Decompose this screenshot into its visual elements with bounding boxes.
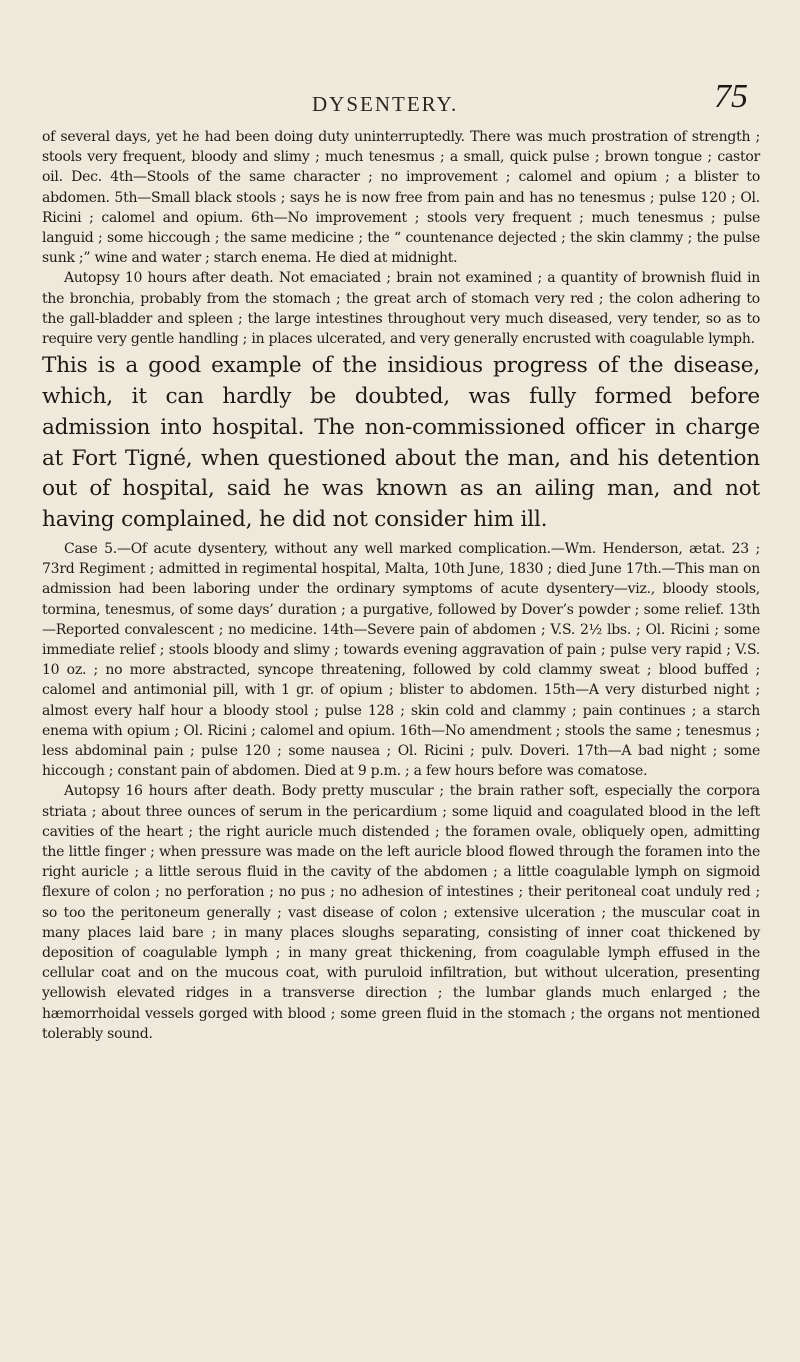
running-title: DYSENTERY.	[312, 92, 459, 116]
paragraph-autopsy-1: Autopsy 10 hours after death. Not emaciated ; brain not examined ; a quantity of brownish fluid in the bronchia, probably from the stomach ; the great arch of stomach very red ; the colon adhering to the gall-bladder and spleen ; the large intestines throughout very much diseased, very tender, so as to require very gentle handling ; in places ulcerated, and very generally encrusted with coagulable lymph.	[42, 270, 760, 348]
paragraph-commentary: This is a good example of the insidious progress of the disease, which, it can hardly be doubted, was fully formed before admission into hospital. The non-commissioned officer in charge at Fort Tigné, when questioned about the man, and his detention out of hospital, said he was known as an ailing man, and not having complained, he did not consider him ill.	[42, 353, 760, 533]
paragraph-case-continuation: of several days, yet he had been doing duty uninterruptedly. There was much prostration of strength ; stools very frequent, bloody and slimy ; much tenesmus ; a small, quick pulse ; brown tongue ; castor oil. Dec. 4th—Stools of the same character ; no improvement ; calomel and opium ; a blister to abdomen. 5th—Small black stools ; says he is now free from pain and has no tenesmus ; pulse 120 ; Ol. Ricini ; calomel and opium. 6th—No improvement ; stools very frequent ; much tenesmus ; pulse languid ; some hiccough ; the same medicine ; the “ countenance dejected ; the skin clammy ; the pulse sunk ;” wine and water ; starch enema. He died at midnight.	[42, 129, 760, 267]
body-text	[42, 127, 760, 1044]
running-head	[0, 78, 800, 126]
paragraph-case-5: Case 5.—Of acute dysentery, without any well marked complication.—Wm. Henderson, ætat. 23 ; 73rd Regiment ; admitted in regimental hospital, Malta, 10th June, 1830 ; died June 17th.—This man on admission had been laboring under the ordinary symptoms of acute dysentery—viz., bloody stools, tormina, tenesmus, of some days’ duration ; a purgative, followed by Dover’s powder ; some relief. 13th—Reported convalescent ; no medicine. 14th—Severe pain of abdomen ; V.S. 2½ lbs. ; Ol. Ricini ; some immediate relief ; stools bloody and slimy ; towards evening aggravation of pain ; pulse very rapid ; V.S. 10 oz. ; no more abstracted, syncope threatening, followed by cold clammy sweat ; blood buffed ; calomel and antimonial pill, with 1 gr. of opium ; blister to abdomen. 15th—A very disturbed night ; almost every half hour a bloody stool ; pulse 128 ; skin cold and clammy ; pain continues ; a starch enema with opium ; Ol. Ricini ; calomel and opium. 16th—No amendment ; stools the same ; tenesmus ; less abdominal pain ; pulse 120 ; some nausea ; Ol. Ricini ; pulv. Doveri. 17th—A bad night ; some hiccough ; constant pain of abdomen. Died at 9 p.m. ; a few hours before was comatose.	[42, 541, 760, 780]
page-number: 75	[714, 78, 748, 115]
paragraph-autopsy-2: Autopsy 16 hours after death. Body pretty muscular ; the brain rather soft, especially the corpora striata ; about three ounces of serum in the pericardium ; some liquid and coagulated blood in the left cavities of the heart ; the right auricle much distended ; the foramen ovale, obliquely open, admitting the little finger ; when pressure was made on the left auricle blood flowed through the foramen into the right auricle ; a little serous fluid in the cavity of the abdomen ; a little coagulable lymph on sigmoid flexure of colon ; no perforation ; no pus ; no adhesion of intestines ; their peritoneal coat unduly red ; so too the peritoneum generally ; vast disease of colon ; extensive ulceration ; the muscular coat in many places laid bare ; in many places sloughs separating, consisting of inner coat thickened by deposition of coagulable lymph ; in many great thickening, from coagulable lymph effused in the cellular coat and on the mucous coat, with puruloid infiltration, but without ulceration, presenting yellowish elevated ridges in a transverse direction ; the lumbar glands much enlarged ; the hæmorrhoidal vessels gorged with blood ; some green fluid in the stomach ; the organs not mentioned tolerably sound.	[42, 783, 760, 1042]
